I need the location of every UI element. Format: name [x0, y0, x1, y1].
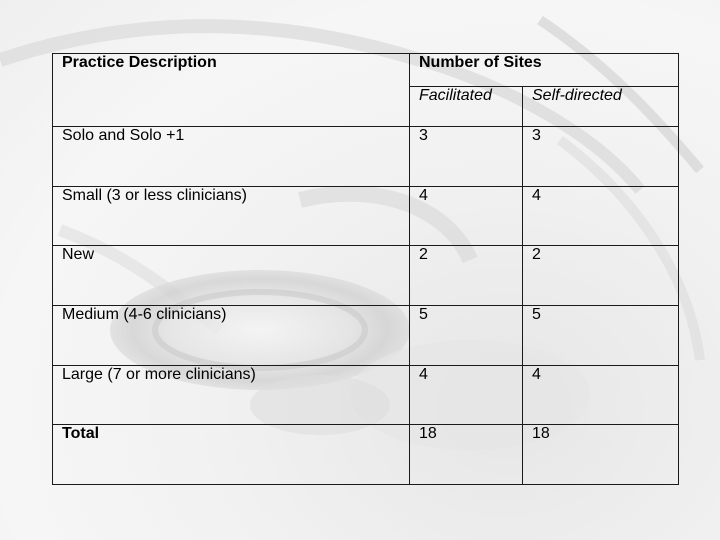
table-row [53, 305, 679, 365]
row-description: Small (3 or less clinicians) [53, 186, 410, 246]
total-self-directed: 18 [523, 425, 679, 485]
row-facilitated: 4 [410, 186, 523, 246]
table-row [53, 365, 679, 425]
row-self-directed: 4 [523, 186, 679, 246]
row-description: Large (7 or more clinicians) [53, 365, 410, 425]
total-facilitated: 18 [410, 425, 523, 485]
row-facilitated: 4 [410, 365, 523, 425]
row-facilitated: 3 [410, 126, 523, 186]
table-header-row [53, 54, 679, 87]
table-row [53, 186, 679, 246]
table-row [53, 246, 679, 306]
row-description: New [53, 246, 410, 306]
row-self-directed: 5 [523, 305, 679, 365]
table-row [53, 126, 679, 186]
self-directed-header: Self-directed [523, 87, 679, 126]
row-self-directed: 4 [523, 365, 679, 425]
row-self-directed: 3 [523, 126, 679, 186]
number-of-sites-header: Number of Sites [410, 54, 679, 87]
practice-description-header: Practice Description [53, 54, 410, 87]
table-total-row [53, 425, 679, 485]
table-subheader-row [53, 87, 679, 126]
facilitated-header: Facilitated [410, 87, 523, 126]
row-description: Medium (4-6 clinicians) [53, 305, 410, 365]
total-label: Total [53, 425, 410, 485]
sites-table [52, 53, 679, 485]
row-description: Solo and Solo +1 [53, 126, 410, 186]
row-facilitated: 5 [410, 305, 523, 365]
sites-table-container [52, 53, 678, 485]
empty-header-cell [53, 87, 410, 126]
row-self-directed: 2 [523, 246, 679, 306]
row-facilitated: 2 [410, 246, 523, 306]
